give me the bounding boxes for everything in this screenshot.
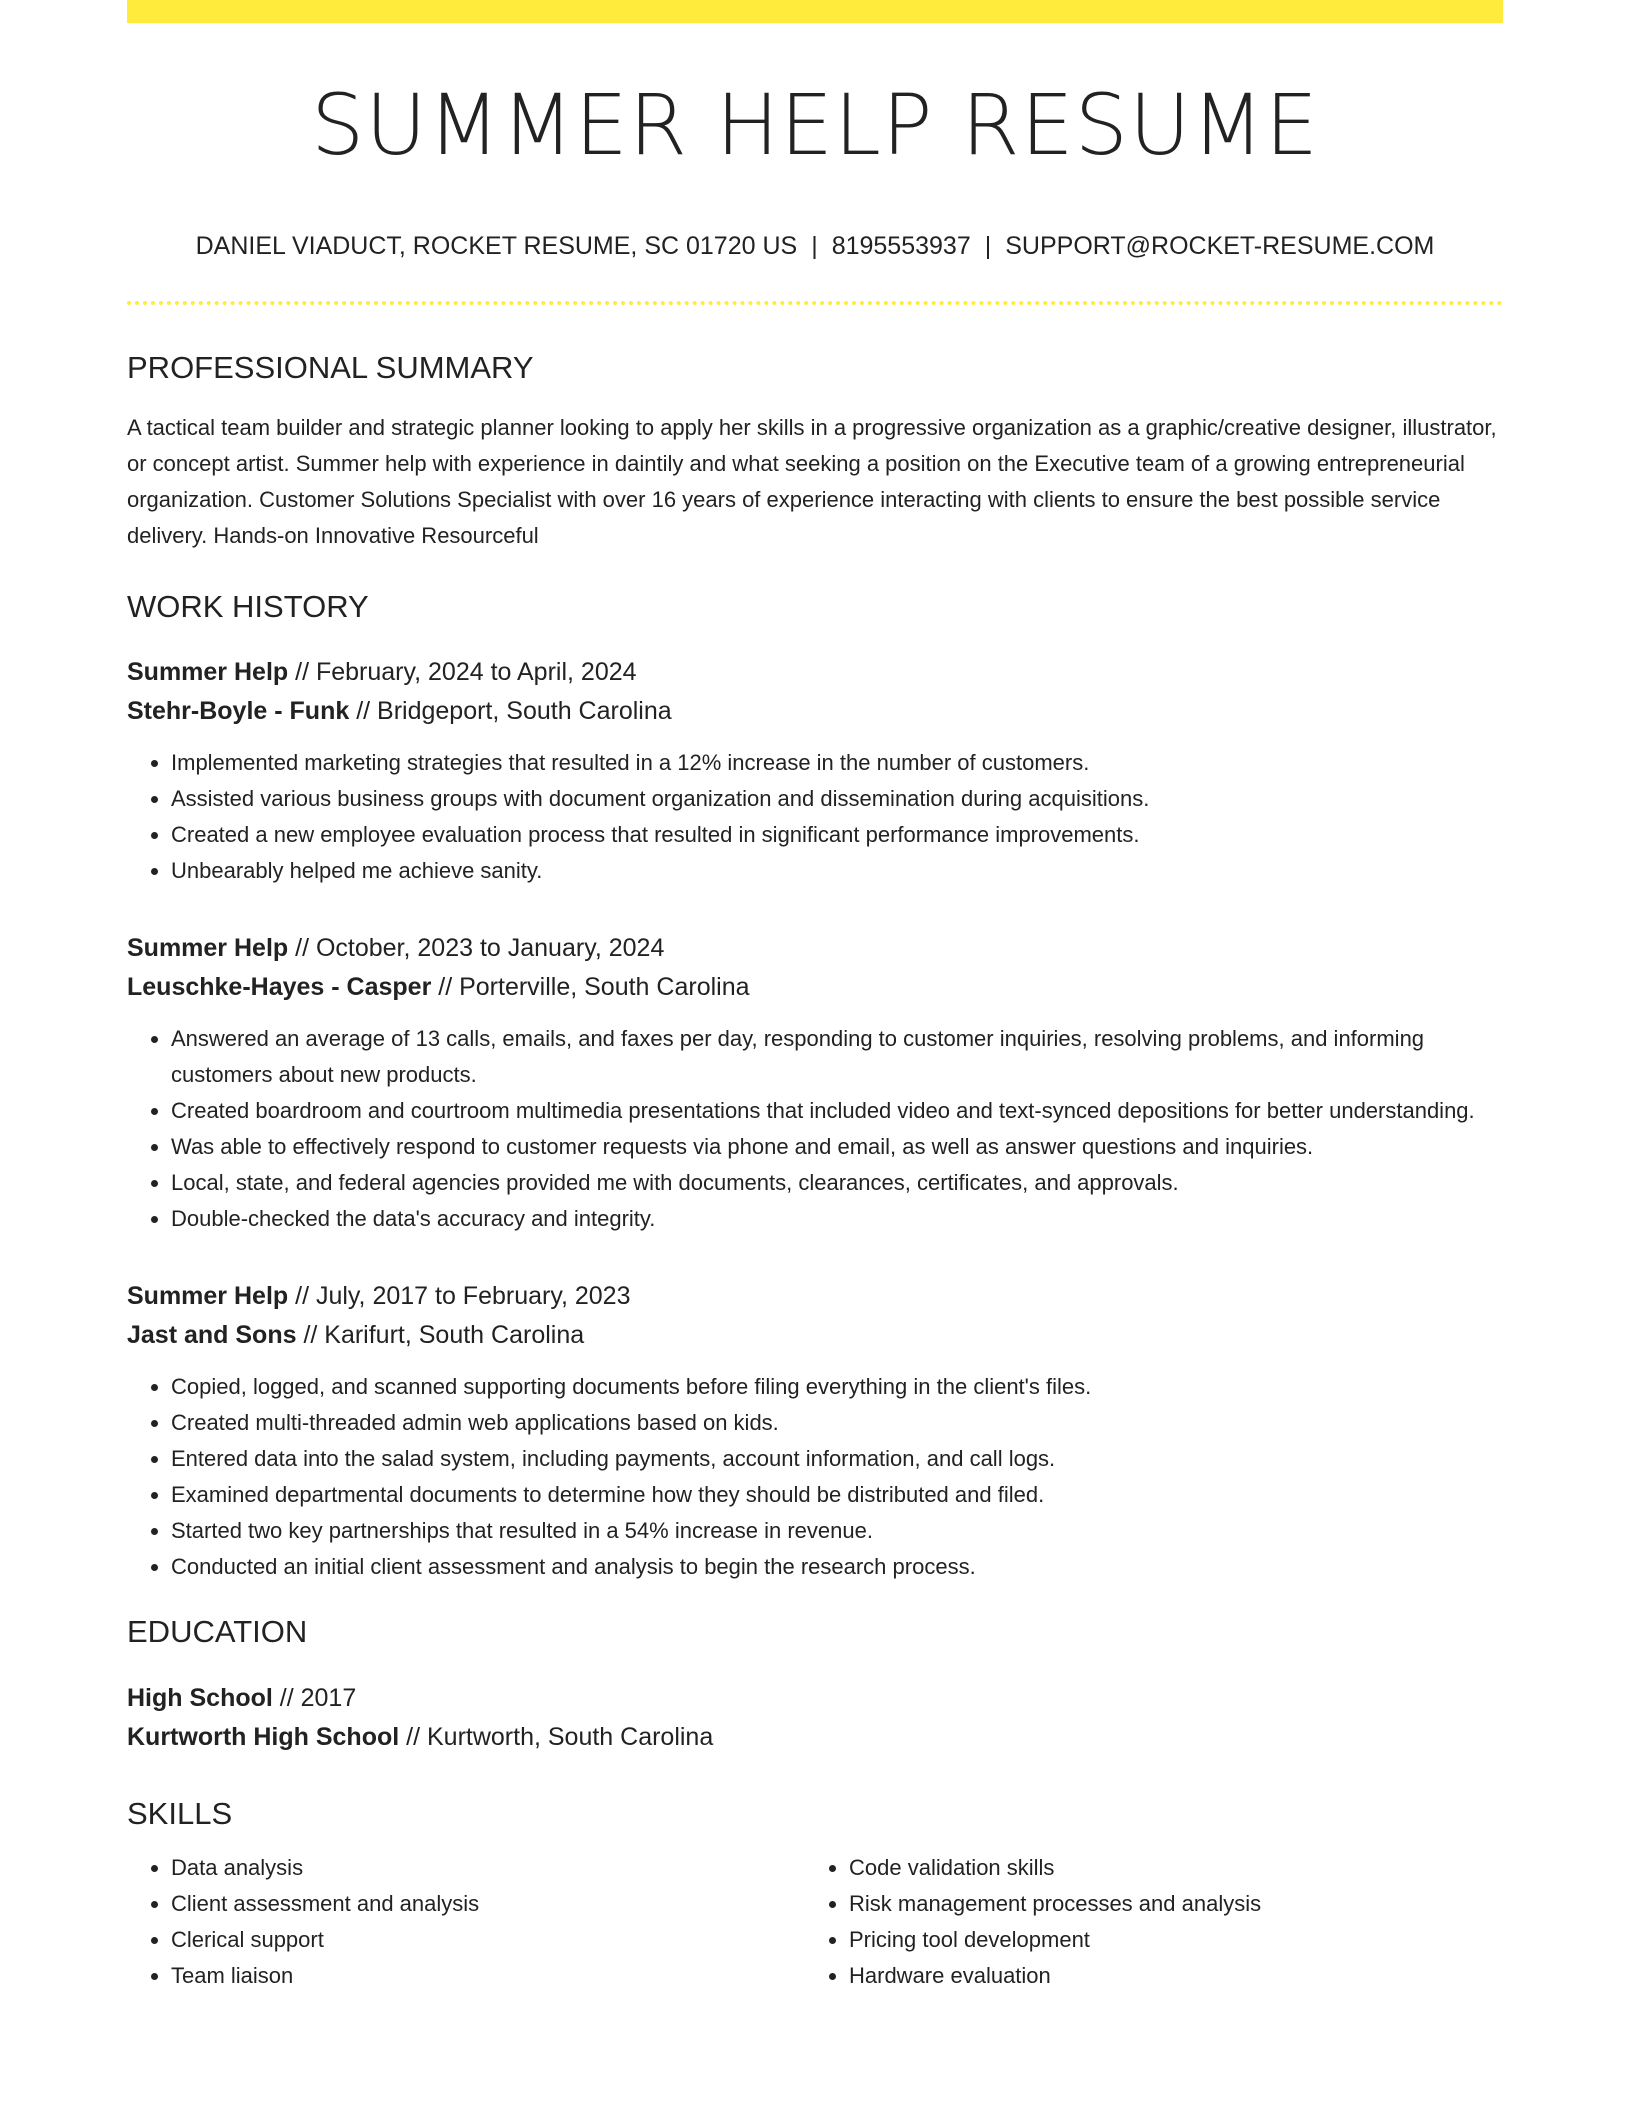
- job-company: Stehr-Boyle - Funk: [127, 697, 350, 726]
- job-bullet: • Entered data into the salad system, including payments, account information, and call logs.: [171, 1441, 1503, 1477]
- job-bullets: [127, 1021, 1503, 1237]
- education-year: // 2017: [272, 1683, 357, 1712]
- job-bullet: • Started two key partnerships that resulted in a 54% increase in revenue.: [171, 1513, 1503, 1549]
- job-location: // Karifurt, South Carolina: [296, 1321, 585, 1350]
- job-dates: // February, 2024 to April, 2024: [288, 658, 637, 687]
- job-title: Summer Help: [127, 1282, 289, 1311]
- skill-item: • Risk management processes and analysis: [849, 1886, 1483, 1922]
- job-location: // Porterville, South Carolina: [431, 973, 750, 1002]
- accent-top-bar: [127, 0, 1503, 23]
- contact-address: DANIEL VIADUCT, ROCKET RESUME, SC 01720 US: [195, 232, 798, 260]
- job-bullet: • Conducted an initial client assessment and analysis to begin the research process.: [171, 1549, 1503, 1585]
- job-company-line: [127, 968, 1503, 1007]
- job-bullet: • Created multi-threaded admin web applications based on kids.: [171, 1405, 1503, 1441]
- contact-separator: |: [811, 232, 818, 260]
- work-history-heading: WORK HISTORY: [127, 589, 369, 625]
- job-entry: [127, 929, 1503, 1237]
- job-bullet: • Created a new employee evaluation process that resulted in significant performance improvements.: [171, 817, 1503, 853]
- resume-page: [127, 0, 1503, 1994]
- job-bullet: • Assisted various business groups with document organization and dissemination during acquisitions.: [171, 781, 1503, 817]
- job-bullet: • Created boardroom and courtroom multimedia presentations that included video and text-synced depositions for better understanding.: [171, 1093, 1503, 1129]
- job-dates: // July, 2017 to February, 2023: [288, 1282, 631, 1311]
- resume-title: SUMMER HELP RESUME: [310, 76, 1320, 174]
- job-title-line: [127, 1277, 1503, 1316]
- job-dates: // October, 2023 to January, 2024: [288, 934, 665, 963]
- job-bullet: • Answered an average of 13 calls, emails, and faxes per day, responding to customer inquiries, resolving problems, and informing customers about new products.: [171, 1021, 1503, 1093]
- job-company-line: [127, 1316, 1503, 1355]
- summary-text: A tactical team builder and strategic planner looking to apply her skills in a progressive organization as a graphic/creative designer, illustrator, or concept artist. Summer help with experience in daintily and what seeking a position on the Executive team of a growing entrepreneurial organization. Customer Solutions Specialist with over 16 years of experience interacting with clients to ensure the best possible service delivery. Hands-on Innovative Resourceful: [127, 415, 1497, 549]
- skills-left-list: [127, 1850, 805, 1994]
- contact-phone: 8195553937: [831, 232, 971, 260]
- skill-item: • Hardware evaluation: [849, 1958, 1483, 1994]
- job-bullet: • Unbearably helped me achieve sanity.: [171, 853, 1503, 889]
- skills-columns: [127, 1850, 1503, 1994]
- job-company: Jast and Sons: [127, 1321, 297, 1350]
- contact-separator: |: [984, 232, 992, 260]
- job-title: Summer Help: [127, 658, 289, 687]
- job-company: Leuschke-Hayes - Casper: [127, 973, 432, 1002]
- job-title-line: [127, 653, 1503, 692]
- job-bullet: • Local, state, and federal agencies provided me with documents, clearances, certificates, and approvals.: [171, 1165, 1503, 1201]
- skill-item: • Pricing tool development: [849, 1922, 1483, 1958]
- job-bullet: • Examined departmental documents to determine how they should be distributed and filed.: [171, 1477, 1503, 1513]
- skill-item: • Team liaison: [171, 1958, 805, 1994]
- job-entry: [127, 1277, 1503, 1585]
- contact-line: [127, 231, 1503, 261]
- skills-right-list: [805, 1850, 1483, 1994]
- skill-item: • Clerical support: [171, 1922, 805, 1958]
- job-bullet: • Copied, logged, and scanned supporting documents before filing everything in the client's files.: [171, 1369, 1503, 1405]
- job-bullets: [127, 745, 1503, 889]
- job-title-line: [127, 929, 1503, 968]
- job-company-line: [127, 692, 1503, 731]
- education-heading: EDUCATION: [127, 1614, 308, 1650]
- job-bullet: • Was able to effectively respond to customer requests via phone and email, as well as answer questions and inquiries.: [171, 1129, 1503, 1165]
- education-entry: [127, 1679, 1503, 1757]
- education-school: Kurtworth High School: [127, 1722, 400, 1751]
- job-entry: [127, 653, 1503, 889]
- skill-item: • Code validation skills: [849, 1850, 1483, 1886]
- skills-heading: SKILLS: [127, 1795, 233, 1831]
- skill-item: • Data analysis: [171, 1850, 805, 1886]
- dotted-divider: [127, 301, 1503, 305]
- contact-email: SUPPORT@ROCKET-RESUME.COM: [1005, 232, 1435, 260]
- summary-heading: PROFESSIONAL SUMMARY: [127, 350, 534, 385]
- education-location: // Kurtworth, South Carolina: [399, 1722, 714, 1751]
- education-degree-line: [127, 1679, 1503, 1718]
- job-bullet: • Implemented marketing strategies that resulted in a 12% increase in the number of customers.: [171, 745, 1503, 781]
- education-school-line: [127, 1718, 1503, 1757]
- job-bullets: [127, 1369, 1503, 1585]
- skill-item: • Client assessment and analysis: [171, 1886, 805, 1922]
- job-bullet: • Double-checked the data's accuracy and integrity.: [171, 1201, 1503, 1237]
- job-title: Summer Help: [127, 934, 289, 963]
- education-degree: High School: [127, 1683, 273, 1712]
- job-location: // Bridgeport, South Carolina: [349, 697, 672, 726]
